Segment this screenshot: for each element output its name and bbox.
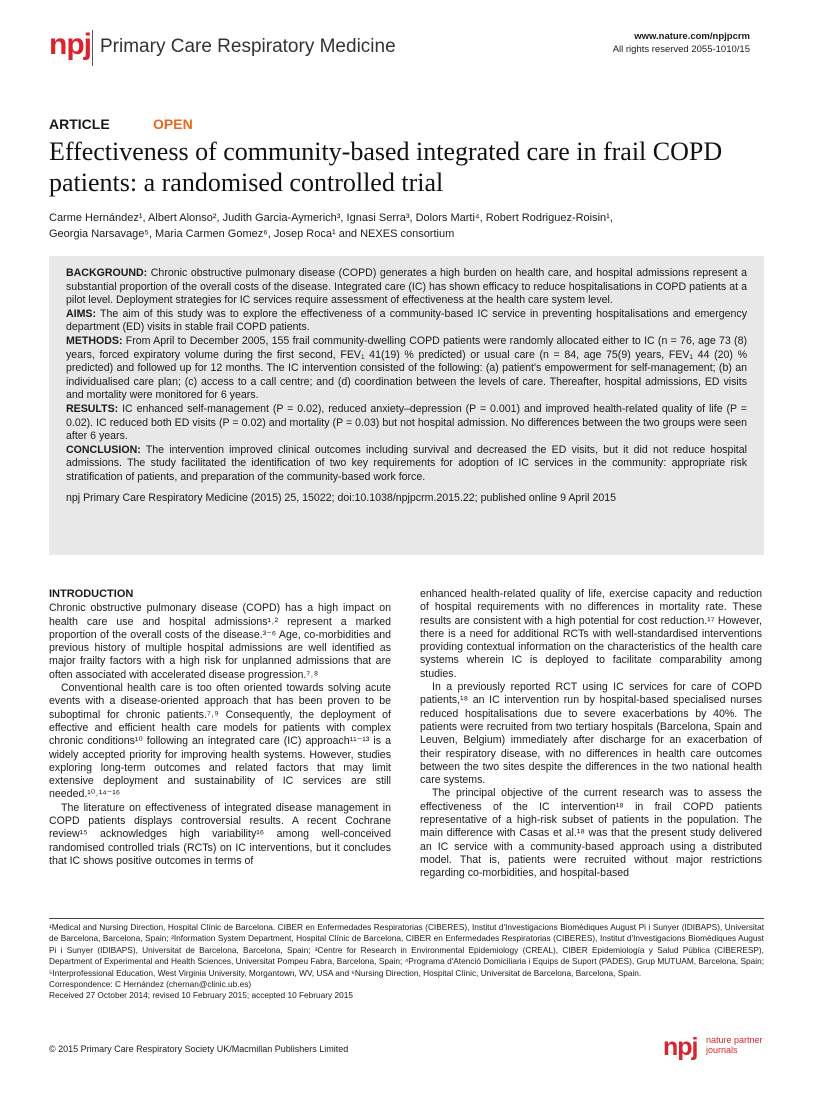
article-title: Effectiveness of community-based integrated care in frail COPD patients: a randomised controlled trial [49,137,723,197]
conclusion-text: The intervention improved clinical outcomes including survival and decreased the ED visits, but it did not reduce hospital admissions. The study facilitated the identification of two key requirements for adoption of IC services in the community: appropriate risk stratification of patients, and preparation of the community-based work force. [66,443,747,483]
results-text: IC enhanced self-management (P = 0.02), reduced anxiety–depression (P = 0.001) and improved health-related quality of life (P = 0.02). IC reduced both ED visits (P = 0.02) and mortality (P = 0.03) but not hospital admission. No differences between the two groups were seen after 6 years. [66,402,747,443]
authors-line-1: Carme Hernández¹, Albert Alonso², Judith Garcia-Aymerich³, Ignasi Serra³, Dolors Marti⁴, Robert Rodriguez-Roisin¹, [49,212,613,224]
aims-text: The aim of this study was to explore the effectiveness of a community-based IC service in preventing hospitalisations and emergency department (ED) visits in stable frail COPD patients. [66,307,747,334]
conclusion-label: CONCLUSION: [66,443,141,456]
paragraph: Conventional health care is too often oriented towards solving acute events with a disease-oriented approach that has been proven to be suboptimal for chronic patients.⁷˒⁹ Consequently, the deployment of effective and efficient health care models for patients with complex chronic conditions¹⁰ following an integrated care (IC) approach¹¹⁻¹³ is a widely accepted priority for improving health systems. However, studies exploring long-term outcomes and related factors that may limit extensive deployment and sustainability of IC services are still needed.¹⁰˒¹⁴⁻¹⁶ [49,682,391,801]
abstract-results [66,403,747,444]
journal-url[interactable]: www.nature.com/npjpcrm [634,31,750,42]
citation-line: npj Primary Care Respiratory Medicine (2015) 25, 15022; doi:10.1038/npjpcrm.2015.22; published online 9 April 2015 [66,491,617,504]
results-label: RESULTS: [66,402,119,415]
abstract-box [49,256,764,555]
journal-name: Primary Care Respiratory Medicine [100,36,396,57]
footnotes [49,922,764,1002]
background-label: BACKGROUND: [66,267,148,279]
aims-label: AIMS: [66,307,97,320]
affiliations: ¹Medical and Nursing Direction, Hospital Clínic de Barcelona. CIBER en Enfermedades Respiratorias (CIBERES), Institut d'Investigacions Biomèdiques August Pi i Sunyer (IDIBAPS), Universitat de Barcelona, Barcelona, Spain; ²Information System Department, Hospital Clínic de Barcelona, CIBER en Enfermedades Respiratorias (CIBERES), Institut d'Investigacions Biomèdiques August Pi i Sunyer (IDIBAPS), Universitat de Barcelona, Barcelona, Spain; ³Centre for Research in Environmental Epidemiology (CREAL), CIBER Epidemiología y Salud Pública (CIBERESP), Department of Experimental and Health Sciences, Universitat Pompeu Fabra, Barcelona, Spain; ⁴Programa d'Atenció Domiciliaria i Equips de Suport (PADES), Grup MUTUAM, Barcelona, Spain; ⁵Interprofessional Education, West Virginia University, Morgantown, WV, USA and ⁶Nursing Direction, Hospital Clínic, Universitat de Barcelona, Barcelona, Spain. [49,922,764,978]
paragraph: The literature on effectiveness of integrated disease management in COPD patients displays controversial results. A recent Cochrane review¹⁵ acknowledges high variability¹⁶ among well-conceived randomised controlled trials (RCTs) on IC interventions, but it concludes that IC shows positive outcomes in terms of [49,801,391,867]
background-text: Chronic obstructive pulmonary disease (COPD) generates a high burden on health care, and hospital admissions represent a substantial proportion of the overall costs of the disease. Integrated care (IC) has shown efficacy to reduce hospitalisations in COPD patients at a pilot level. Deployment strategies for IC services require assessment of effectiveness at the health care system level. [66,267,747,307]
paragraph: In a previously reported RCT using IC services for care of COPD patients,¹⁸ an IC intervention run by hospital-based specialised nurses reduced hospitalisations due to severe exacerbations by 40%. The patients were recruited from two tertiary hospitals (Barcelona, Spain and Leuven, Belgium) immediately after discharge for an exacerbation of their respiratory disease, with no differences in health care outcomes between the two sites despite the differences in the two national health care systems. [420,681,762,787]
rights-notice: All rights reserved 2055-1010/15 [612,44,750,55]
npj-footer-logo: npj [663,1033,698,1061]
partner-line-1: nature partner [706,1035,763,1045]
author-list [49,210,769,242]
authors-line-2: Georgia Narsavage⁵, Maria Carmen Gomez⁶, Josep Roca¹ and NEXES consortium [49,228,455,240]
paragraph: The principal objective of the current research was to assess the effectiveness of the IC intervention¹⁸ in frail COPD patients representative of a high-risk subset of patients in the population. The main difference with Casas et al.¹⁸ was that the present study delivered an IC service with a community-based approach using a distributed model. That is, patients were recruited without major restrictions regarding co-morbidities, and hospital-based [420,787,762,880]
abstract-aims [66,308,747,335]
paragraph: Chronic obstructive pulmonary disease (COPD) has a high impact on health care use and hospital admissions¹˒² represent a marked proportion of the overall costs of the disease.³⁻⁶ Age, co-morbidities and previous history of multiple hospital admissions are well identified as major frailty factors with a high risk for unplanned admissions that are often associated with accelerated disease progression.⁷˒⁸ [49,602,391,681]
correspondence[interactable]: Correspondence: C Hernández (chernan@clinic.ub.es) [49,979,252,990]
methods-text: From April to December 2005, 155 frail community-dwelling COPD patients were randomly allocated either to IC (n = 76, age 73 (8) years, forced expiratory volume during the first second, FEV₁ 41(19) % predicted) or usual care (n = 84, age 75(9) years, FEV₁ 44 (20) % predicted) and followed up for 12 months. The IC intervention consisted of the following: (a) patient's empowerment for self-management; (b) an individualised care plan; (c) access to a call centre; and (d) coordination between the levels of care. Thereafter, hospital admissions, ED visits and mortality were monitored for 6 years. [66,334,747,402]
received-dates: Received 27 October 2014; revised 10 February 2015; accepted 10 February 2015 [49,990,353,1001]
body-column-right [420,588,762,881]
open-access-badge: OPEN [153,116,193,132]
npj-logo: npj [49,28,91,61]
paragraph: enhanced health-related quality of life, exercise capacity and reduction of hospital requirements with no differences in mortality rate. These results are consistent with a high potential for cost reduction.¹⁷ However, there is a need for additional RCTs with well-standardised interventions providing contextual information on the characteristics of the health care systems wherein IC is deployed to facilitate comparability among studies. [420,588,762,680]
logo-divider [92,30,93,66]
nature-partner-journals-label [706,1035,763,1055]
footnote-divider [49,918,764,919]
abstract-background [66,267,747,308]
abstract-conclusion [66,444,747,485]
methods-label: METHODS: [66,334,123,347]
article-type: ARTICLE [49,116,110,132]
section-heading: INTRODUCTION [49,588,134,600]
copyright-notice: © 2015 Primary Care Respiratory Society UK/Macmillan Publishers Limited [49,1044,349,1054]
body-column-left [49,588,391,868]
abstract-methods [66,335,747,403]
partner-line-2: journals [706,1045,738,1055]
